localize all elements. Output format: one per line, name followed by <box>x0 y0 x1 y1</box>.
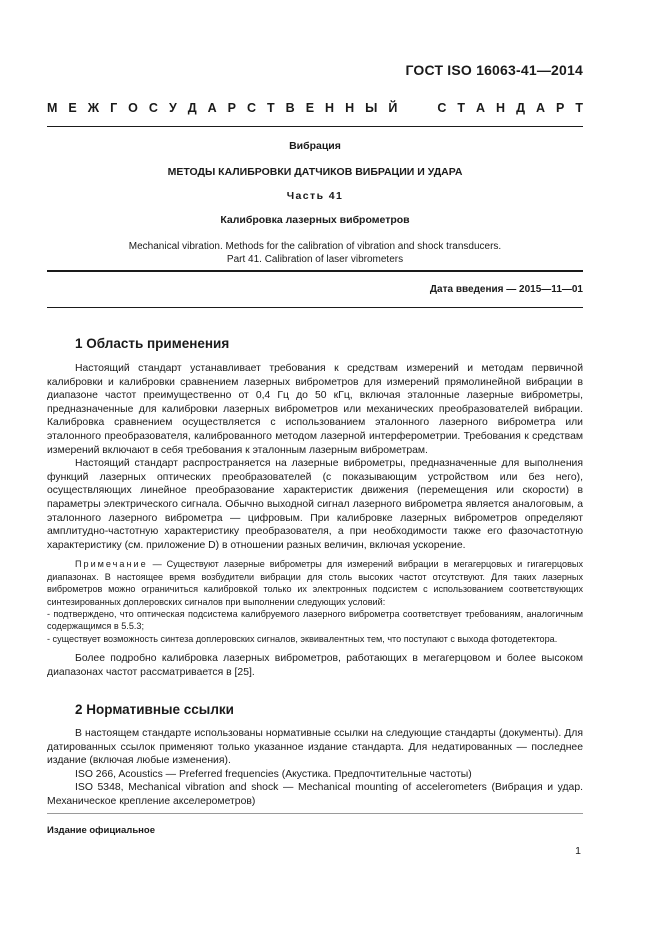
banner-letter: Г <box>110 101 118 115</box>
header-divider <box>47 126 583 127</box>
title-subtitle: Калибровка лазерных виброметров <box>220 214 410 226</box>
title-divider <box>47 270 583 272</box>
section-heading: 1 Область применения <box>75 336 230 351</box>
title-part: Часть 41 <box>286 190 344 202</box>
paragraph: Более подробно калибровка лазерных виброметров, работающих в мегагерцовом и более высоком диапазонах частот рассматривается в [25]. <box>47 653 583 678</box>
paragraph: Настоящий стандарт распространяется на лазерные виброметры, предназначенные для выполнения функций лазерных оптических преобразователей (с показывающим устройством или без него), осуществляющих линейное преобразование характеристик движения (перемещения или скорости) в параметры электрического сигнала. Обычно выходной сигнал лазерного виброметра является аналоговым, а эталонного лазерного виброметра — цифровым. При калибровке лазерных виброметров определяют амплитудно-частотную характеристику преобразователя, а при необходимости также его фазочастотную характеристику (см. приложение D) в отношении разных величин, включая ускорение. <box>47 458 583 551</box>
section-scope <box>47 336 583 679</box>
note-item: - существует возможность синтеза доплеровских сигналов, эквивалентных тем, что поступают с выхода фотодетектора. <box>47 633 558 644</box>
banner-letter: Й <box>388 101 398 115</box>
banner-letter: М <box>47 101 58 115</box>
date-divider <box>47 307 583 308</box>
banner-letter: А <box>207 101 217 115</box>
banner-letter: А <box>476 101 486 115</box>
banner-letter: Д <box>516 101 525 115</box>
footer-divider <box>47 813 583 814</box>
note-text: — Существуют лазерные виброметры для измерений вибрации в мегагерцовых и гигагерцовых диапазонах. В настоящее время возбудители вибрации для столь высоких частот отсутствуют. Для таких лазерных виброметров можно ограничиться калибровкой только их электронных подсистем с использованием соответствующих синтезированных доплеровских сигналов при выполнении следующих условий: <box>47 559 583 607</box>
banner-letter: Е <box>68 101 77 115</box>
banner-letter: А <box>535 101 546 115</box>
english-title-line1: Mechanical vibration. Methods for the calibration of vibration and shock transducers. <box>128 241 502 252</box>
banner-letter: С <box>148 101 158 115</box>
reference-item: ISO 5348, Mechanical vibration and shock — Mechanical mounting of accelerometers (Вибрация и удар. Механическое крепление акселерометров) <box>47 782 583 807</box>
effective-date: Дата введения — 2015—11—01 <box>429 284 583 295</box>
banner-letter: О <box>128 101 138 115</box>
banner-gap <box>408 101 426 115</box>
standard-code: ГОСТ ISO 16063-41—2014 <box>405 62 583 78</box>
banner-letter: Т <box>457 101 466 115</box>
banner-letter: В <box>285 101 295 115</box>
banner-letter: Д <box>187 101 197 115</box>
title-topic: Вибрация <box>289 140 341 152</box>
banner-letter: Е <box>305 101 315 115</box>
banner-letter: Р <box>227 101 236 115</box>
official-edition-label: Издание официальное <box>47 825 155 836</box>
paragraph: В настоящем стандарте использованы нормативные ссылки на следующие стандарты (документы). Для датированных ссылок применяют только указанное издание стандарта. Для недатированных — последнее издание (включая любые изменения). <box>47 728 583 767</box>
banner-letter: Ж <box>87 101 100 115</box>
banner-letter: Т <box>267 101 275 115</box>
reference-item: ISO 266, Acoustics — Preferred frequencies (Акустика. Предпочтительные частоты) <box>75 768 472 780</box>
banner-letter: С <box>247 101 257 115</box>
banner-letter: С <box>437 101 447 115</box>
section-heading: 2 Нормативные ссылки <box>75 702 234 717</box>
banner-letter: Н <box>325 101 335 115</box>
banner-letter: Р <box>556 101 565 115</box>
page-number: 1 <box>575 845 581 857</box>
banner-letter: Н <box>345 101 355 115</box>
section-normative-references <box>47 702 583 809</box>
interstate-standard-banner <box>47 101 583 115</box>
note-label: Примечание <box>75 559 148 570</box>
paragraph: Настоящий стандарт устанавливает требования к средствам измерений и методам первичной калибровки и калибровки сравнением лазерных виброметров для измерений прямолинейной вибрации в диапазоне частот преимущественно от 0,4 Гц до 50 кГц, включая эталонные лазерные виброметры, предназначенные для калибровки лазерных виброметров или механических преобразователей вибрации. Калибровка сравнением осуществляется с использованием эталонного лазерного виброметра или эталонного преобразователя, калиброванного методом лазерной интерферометрии. Требования к средствам измерений включают в себя требования к эталонным лазерным виброметрам. <box>47 363 583 456</box>
banner-letter: Т <box>575 101 583 115</box>
title-main: МЕТОДЫ КАЛИБРОВКИ ДАТЧИКОВ ВИБРАЦИИ И УДАРА <box>167 166 463 178</box>
english-title <box>47 240 583 266</box>
note-item: - подтверждено, что оптическая подсистема калибруемого лазерного виброметра соответствует требованиям, аналогичным содержащимся в 5.5.3; <box>47 608 583 632</box>
english-title-line2: Part 41. Calibration of laser vibrometers <box>226 254 404 265</box>
banner-letter: Н <box>496 101 506 115</box>
banner-letter: У <box>168 101 177 115</box>
note <box>47 558 583 608</box>
banner-letter: Ы <box>365 101 378 115</box>
